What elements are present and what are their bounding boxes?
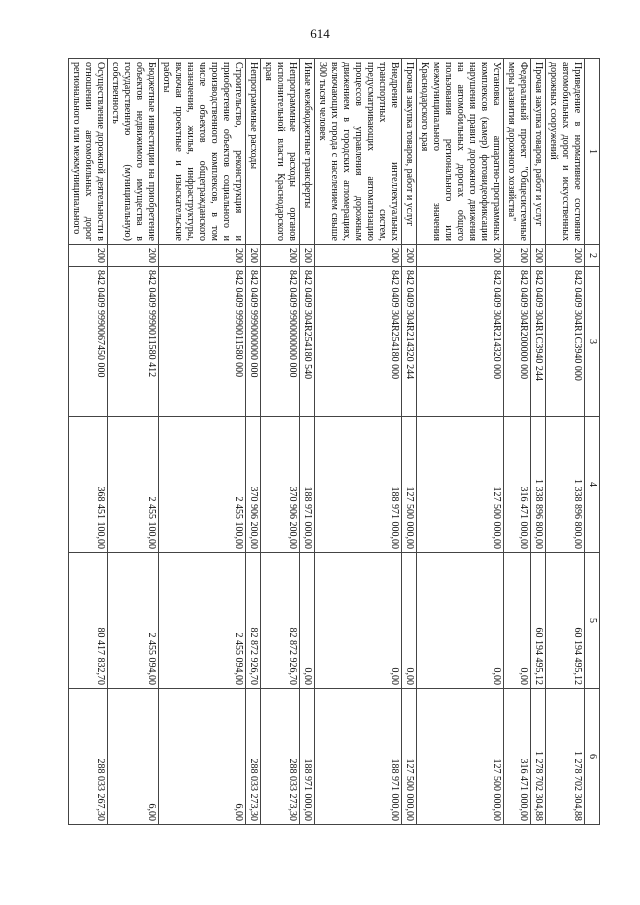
row-c4: 2 455 100,00 bbox=[159, 417, 246, 553]
row-name: Непрограммные расходы органов исполнительной власти Краснодарского края bbox=[261, 59, 300, 245]
row-code: 842 0409 304R214320 244 bbox=[402, 267, 417, 417]
row-name: Непрограммные расходы bbox=[246, 59, 261, 245]
row-c5: 82 872 926,70 bbox=[261, 553, 300, 689]
row-c5: 82 872 926,70 bbox=[246, 553, 261, 689]
row-c4: 188 971 000,00 bbox=[300, 417, 315, 553]
row-c5: 0,00 bbox=[504, 553, 531, 689]
row-c4: 1 338 896 800,00 bbox=[546, 417, 585, 553]
row-name: Внедрение интеллектуальных транспортных систем, предусматривающих автоматизацию процессов управления дорожным движением в городских агломерациях, включающих города с населением свыше 300 тысяч человек bbox=[315, 59, 402, 245]
row-c5: 60 194 495,12 bbox=[531, 553, 546, 689]
row-c2: 200 bbox=[546, 245, 585, 267]
row-c5: 2 455 094,00 bbox=[108, 553, 159, 689]
row-c6: 188 971 000,00 bbox=[315, 689, 402, 825]
table-row bbox=[300, 59, 315, 825]
row-c5: 0,00 bbox=[300, 553, 315, 689]
row-code: 842 0409 304R1C3940 000 bbox=[546, 267, 585, 417]
header-cell: 4 bbox=[585, 417, 600, 553]
row-name: Иные межбюджетные трансферты bbox=[300, 59, 315, 245]
row-c6: 6,00 bbox=[108, 689, 159, 825]
row-c6: 188 971 000,00 bbox=[300, 689, 315, 825]
row-name: Осуществление дорожной деятельности в отношении автомобильных дорог регионального или межмуниципального bbox=[69, 59, 108, 245]
row-c4: 127 500 000,00 bbox=[402, 417, 417, 553]
row-c6: 316 471 000,00 bbox=[504, 689, 531, 825]
table-row bbox=[546, 59, 585, 825]
table-row bbox=[69, 59, 108, 825]
row-name: Строительство, реконструкция и приобретение объектов социального и производственного комплексов, в том числе объектов общегражданского назначения, жилья, инфраструктуры, включая проектные и изыскательские работы bbox=[159, 59, 246, 245]
budget-table bbox=[68, 58, 600, 825]
header-row bbox=[585, 59, 600, 825]
table-row bbox=[417, 59, 504, 825]
table-row bbox=[315, 59, 402, 825]
row-c6: 288 033 273,30 bbox=[246, 689, 261, 825]
row-c5: 2 455 094,00 bbox=[159, 553, 246, 689]
row-code: 842 0409 304R214320 000 bbox=[417, 267, 504, 417]
row-c6: 288 033 267,30 bbox=[69, 689, 108, 825]
row-c2: 200 bbox=[417, 245, 504, 267]
row-c4: 370 906 200,00 bbox=[246, 417, 261, 553]
row-code: 842 0409 9990011580 412 bbox=[108, 267, 159, 417]
row-c4: 188 971 000,00 bbox=[315, 417, 402, 553]
row-name: Установка аппаратно-программных комплексов (камер) фотовидеофиксации нарушения правил дорожного движения на автомобильных дорогах общего пользования регионального или межмуниципального значения Краснодарского края bbox=[417, 59, 504, 245]
row-name: Приведение в нормативное состояние автомобильных дорог и искусственных дорожных сооружений bbox=[546, 59, 585, 245]
table-row bbox=[531, 59, 546, 825]
row-c2: 200 bbox=[531, 245, 546, 267]
row-code: 842 0409 304R254180 540 bbox=[300, 267, 315, 417]
row-c2: 200 bbox=[108, 245, 159, 267]
row-c4: 368 451 100,00 bbox=[69, 417, 108, 553]
row-c6: 127 500 000,00 bbox=[402, 689, 417, 825]
table-row bbox=[504, 59, 531, 825]
row-c4: 370 906 200,00 bbox=[261, 417, 300, 553]
row-c4: 1 338 896 800,00 bbox=[531, 417, 546, 553]
row-name: Бюджетные инвестиции на приобретение объектов недвижимого имущества в государственную (муниципальную) собственность bbox=[108, 59, 159, 245]
row-c2: 200 bbox=[504, 245, 531, 267]
row-c5: 80 417 832,70 bbox=[69, 553, 108, 689]
row-c2: 200 bbox=[69, 245, 108, 267]
header-cell: 3 bbox=[585, 267, 600, 417]
table-row bbox=[246, 59, 261, 825]
header-cell: 1 bbox=[585, 59, 600, 245]
row-name: Федеральный проект "Общесистемные меры развития дорожного хозяйства" bbox=[504, 59, 531, 245]
header-cell: 5 bbox=[585, 553, 600, 689]
row-code: 842 0409 9900000000 000 bbox=[261, 267, 300, 417]
row-code: 842 0409 9990000000 000 bbox=[246, 267, 261, 417]
table-row bbox=[261, 59, 300, 825]
row-c2: 200 bbox=[315, 245, 402, 267]
row-name: Прочая закупка товаров, работ и услуг bbox=[402, 59, 417, 245]
row-c6: 6,00 bbox=[159, 689, 246, 825]
table-row bbox=[108, 59, 159, 825]
row-name: Прочая закупка товаров, работ и услуг bbox=[531, 59, 546, 245]
table-row bbox=[402, 59, 417, 825]
row-c6: 127 500 000,00 bbox=[417, 689, 504, 825]
row-c2: 200 bbox=[246, 245, 261, 267]
header-cell: 6 bbox=[585, 689, 600, 825]
row-c4: 127 500 000,00 bbox=[417, 417, 504, 553]
page-number: 614 bbox=[310, 26, 330, 41]
row-code: 842 0409 304R200000 000 bbox=[504, 267, 531, 417]
row-c5: 60 194 495,12 bbox=[546, 553, 585, 689]
row-c6: 288 033 273,30 bbox=[261, 689, 300, 825]
row-code: 842 0409 9990011580 000 bbox=[159, 267, 246, 417]
row-c6: 1 278 702 304,88 bbox=[546, 689, 585, 825]
row-c5: 0,00 bbox=[402, 553, 417, 689]
row-code: 842 0409 304R254180 000 bbox=[315, 267, 402, 417]
row-c2: 200 bbox=[402, 245, 417, 267]
row-c2: 200 bbox=[300, 245, 315, 267]
rotated-table-container bbox=[40, 58, 600, 824]
row-c5: 0,00 bbox=[315, 553, 402, 689]
row-c2: 200 bbox=[159, 245, 246, 267]
row-c4: 2 455 100,00 bbox=[108, 417, 159, 553]
row-c6: 1 278 702 304,88 bbox=[531, 689, 546, 825]
row-code: 842 0409 9990067450 000 bbox=[69, 267, 108, 417]
table-row bbox=[159, 59, 246, 825]
row-c5: 0,00 bbox=[417, 553, 504, 689]
row-code: 842 0409 304R1C3940 244 bbox=[531, 267, 546, 417]
row-c4: 316 471 000,00 bbox=[504, 417, 531, 553]
header-cell: 2 bbox=[585, 245, 600, 267]
row-c2: 200 bbox=[261, 245, 300, 267]
